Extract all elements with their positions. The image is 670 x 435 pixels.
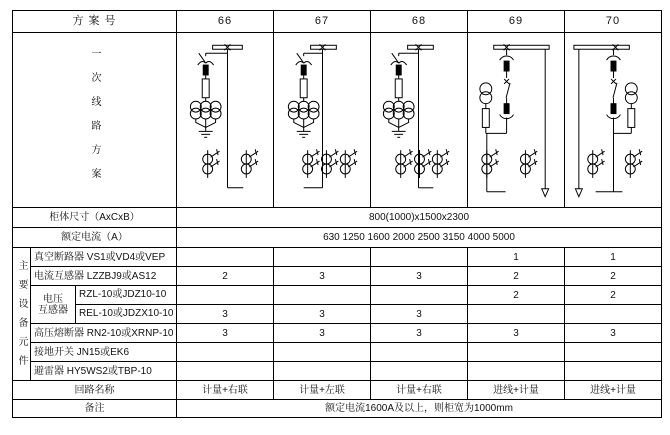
component-label-breaker: 真空断路器 VS1或VD4或VEP <box>31 248 177 267</box>
count-cell: 3 <box>274 267 371 286</box>
count-cell: 2 <box>565 267 662 286</box>
count-cell: 1 <box>468 248 565 267</box>
rated-current-label: 额定电流（A） <box>13 228 177 248</box>
count-cell: 2 <box>565 286 662 305</box>
count-cell <box>371 248 468 267</box>
count-cell: 3 <box>371 305 468 324</box>
voltage-transformer-group-label <box>31 286 76 323</box>
count-cell <box>468 362 565 381</box>
circuit-name-value: 计量+右联 <box>371 381 468 400</box>
scheme-66-one-line-diagram <box>177 33 273 207</box>
count-cell: 3 <box>371 267 468 286</box>
scheme-68-one-line-diagram <box>371 33 467 207</box>
component-label-earthing-switch: 接地开关 JN15或EK6 <box>31 343 177 362</box>
scheme-70-one-line-diagram <box>565 33 661 207</box>
count-cell: 3 <box>274 324 371 343</box>
cabinet-size-label: 柜体尺寸（AxCxB） <box>13 208 177 228</box>
vt-label-line2: 互感器 <box>38 304 68 316</box>
component-label-current-transformer: 电流互感器 LZZBJ9或AS12 <box>31 267 177 286</box>
scheme-70-header: 70 <box>565 11 662 33</box>
count-cell <box>274 362 371 381</box>
count-cell <box>371 343 468 362</box>
circuit-name-value: 计量+左联 <box>274 381 371 400</box>
scheme-number-header: 方 案 号 <box>13 11 177 33</box>
count-cell <box>565 305 662 324</box>
scheme-67-diagram-cell <box>274 33 371 208</box>
count-cell <box>177 343 274 362</box>
component-label-vt-rel: REL-10或JDZX10-10 <box>79 308 174 320</box>
scheme-66-header: 66 <box>177 11 274 33</box>
scheme-67-one-line-diagram <box>274 33 370 207</box>
count-cell <box>177 286 274 305</box>
rated-current-value: 630 1250 1600 2000 2500 3150 4000 5000 <box>177 228 662 248</box>
remark-value: 额定电流1600A及以上，则柜宽为1000mm <box>177 400 662 418</box>
scheme-70-diagram-cell <box>565 33 662 208</box>
count-cell: 2 <box>468 267 565 286</box>
count-cell: 3 <box>565 324 662 343</box>
component-label-arrester: 避雷器 HY5WS2或TBP-10 <box>31 362 177 381</box>
count-cell: 1 <box>565 248 662 267</box>
count-cell <box>177 362 274 381</box>
count-cell <box>371 362 468 381</box>
voltage-transformer-group-cell <box>31 286 177 324</box>
count-cell: 3 <box>177 305 274 324</box>
count-cell: 3 <box>371 324 468 343</box>
count-cell: 2 <box>177 267 274 286</box>
scheme-69-diagram-cell <box>468 33 565 208</box>
count-cell <box>565 362 662 381</box>
count-cell: 3 <box>177 324 274 343</box>
count-cell: 3 <box>468 324 565 343</box>
count-cell <box>468 343 565 362</box>
circuit-name-value: 计量+右联 <box>177 381 274 400</box>
component-label-fuse: 高压熔断器 RN2-10或XRNP-10 <box>31 324 177 343</box>
scheme-67-header: 67 <box>274 11 371 33</box>
scheme-68-diagram-cell <box>371 33 468 208</box>
count-cell <box>371 286 468 305</box>
component-label-vt-rzl: RZL-10或JDZ10-10 <box>76 286 176 305</box>
scheme-66-diagram-cell <box>177 33 274 208</box>
scheme-69-header: 69 <box>468 11 565 33</box>
primary-scheme-label: 一次线路方案 <box>13 33 177 208</box>
circuit-name-value: 进线+计量 <box>468 381 565 400</box>
count-cell <box>468 305 565 324</box>
scheme-68-header: 68 <box>371 11 468 33</box>
cabinet-size-value: 800(1000)x1500x2300 <box>177 208 662 228</box>
voltage-transformer-type-rows <box>76 286 176 323</box>
main-components-label: 主要设备元件 <box>13 248 31 381</box>
count-cell: 3 <box>274 305 371 324</box>
count-cell: 2 <box>468 286 565 305</box>
count-cell <box>565 343 662 362</box>
scheme-spec-table <box>12 10 662 418</box>
count-cell <box>274 286 371 305</box>
circuit-name-value: 进线+计量 <box>565 381 662 400</box>
count-cell <box>177 248 274 267</box>
circuit-name-label: 回路名称 <box>13 381 177 400</box>
count-cell <box>274 248 371 267</box>
remark-label: 备注 <box>13 400 177 418</box>
scheme-69-one-line-diagram <box>468 33 564 207</box>
vt-label-line1: 电压 <box>43 293 63 305</box>
count-cell <box>274 343 371 362</box>
